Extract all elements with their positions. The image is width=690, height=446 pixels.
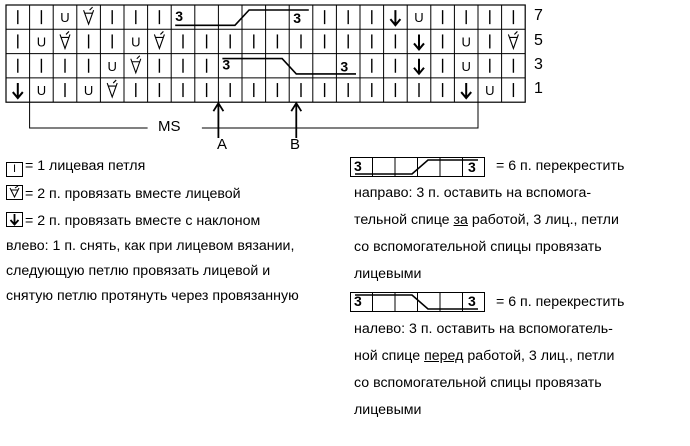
row-number-5: 5 bbox=[534, 32, 543, 49]
cable-right-num-1: 3 bbox=[354, 158, 362, 174]
yarn-over-mark: U bbox=[461, 58, 471, 74]
cable-right-line-5: лицевыми bbox=[354, 266, 422, 282]
cable-right-line-4: со вспомогательной спицы провязать bbox=[354, 239, 602, 255]
cable-count-end: 3 bbox=[293, 10, 301, 26]
ssk-line-4: снятую петлю протянуть через провязанную bbox=[6, 288, 299, 304]
cable-left-line-1: = 6 п. перекрестить bbox=[496, 294, 625, 310]
legend-k2tog bbox=[6, 183, 241, 205]
row-number-7: 7 bbox=[534, 7, 543, 24]
legend-knit bbox=[6, 155, 145, 177]
cable-right-num-2: 3 bbox=[468, 159, 476, 175]
cable-left-symbol bbox=[350, 292, 485, 312]
cable-count-start: 3 bbox=[222, 56, 231, 73]
yarn-over-mark: U bbox=[485, 83, 495, 99]
ssk-line-1: = 2 п. провязать вместе с наклоном bbox=[25, 213, 261, 229]
cable-left-num-1: 3 bbox=[354, 293, 362, 309]
marker-a-label: A bbox=[217, 136, 228, 153]
ms-bracket-right bbox=[202, 102, 478, 128]
knitting-chart bbox=[0, 0, 690, 160]
cable-right-symbol bbox=[350, 157, 485, 177]
legend-ssk bbox=[6, 210, 299, 307]
yarn-over-mark: U bbox=[36, 34, 47, 50]
cable-left-line-5: лицевыми bbox=[354, 402, 422, 418]
k2tog-symbol-icon bbox=[6, 185, 23, 200]
yarn-over-mark: U bbox=[60, 10, 70, 26]
yarn-over-mark: U bbox=[461, 34, 471, 50]
ssk-line-3: следующую петлю провязать лицевой и bbox=[6, 263, 271, 279]
cable-left-line-3: ной спице перед работой, 3 лиц., петли bbox=[354, 348, 615, 364]
cable-count-end: 3 bbox=[340, 58, 349, 75]
cable-left-line-4: со вспомогательной спицы провязать bbox=[354, 375, 602, 391]
marker-a-arrow bbox=[213, 103, 223, 138]
yarn-over-mark: U bbox=[414, 10, 424, 26]
row-number-3: 3 bbox=[534, 56, 543, 73]
ms-label: MS bbox=[158, 118, 181, 135]
cable-right-line-2: направо: 3 п. оставить на вспомога- bbox=[354, 185, 592, 201]
cable-count-start: 3 bbox=[175, 8, 183, 24]
marker-b-arrow bbox=[291, 103, 301, 138]
knit-symbol-box: I bbox=[6, 162, 23, 177]
ssk-line-2: влево: 1 п. снять, как при лицевом вязании, bbox=[6, 238, 295, 254]
yarn-over-mark: U bbox=[36, 83, 47, 99]
cable-right-line-3: тельной спице за работой, 3 лиц., петли bbox=[354, 212, 619, 228]
legend-k2tog-text: = 2 п. провязать вместе лицевой bbox=[25, 186, 241, 202]
yarn-over-mark: U bbox=[107, 58, 117, 74]
legend-knit-text: = 1 лицевая петля bbox=[25, 158, 146, 174]
cable-left-line-2: налево: 3 п. оставить на вспомогатель- bbox=[354, 321, 613, 337]
yarn-over-mark: U bbox=[131, 34, 141, 50]
yarn-over-mark: U bbox=[83, 83, 94, 99]
cable-right-line-1: = 6 п. перекрестить bbox=[496, 158, 625, 174]
row-number-1: 1 bbox=[534, 80, 543, 97]
ssk-arrow-icon bbox=[6, 212, 23, 227]
marker-b-label: B bbox=[290, 136, 301, 153]
ms-bracket-left bbox=[30, 102, 148, 128]
cable-left-num-2: 3 bbox=[468, 293, 476, 309]
